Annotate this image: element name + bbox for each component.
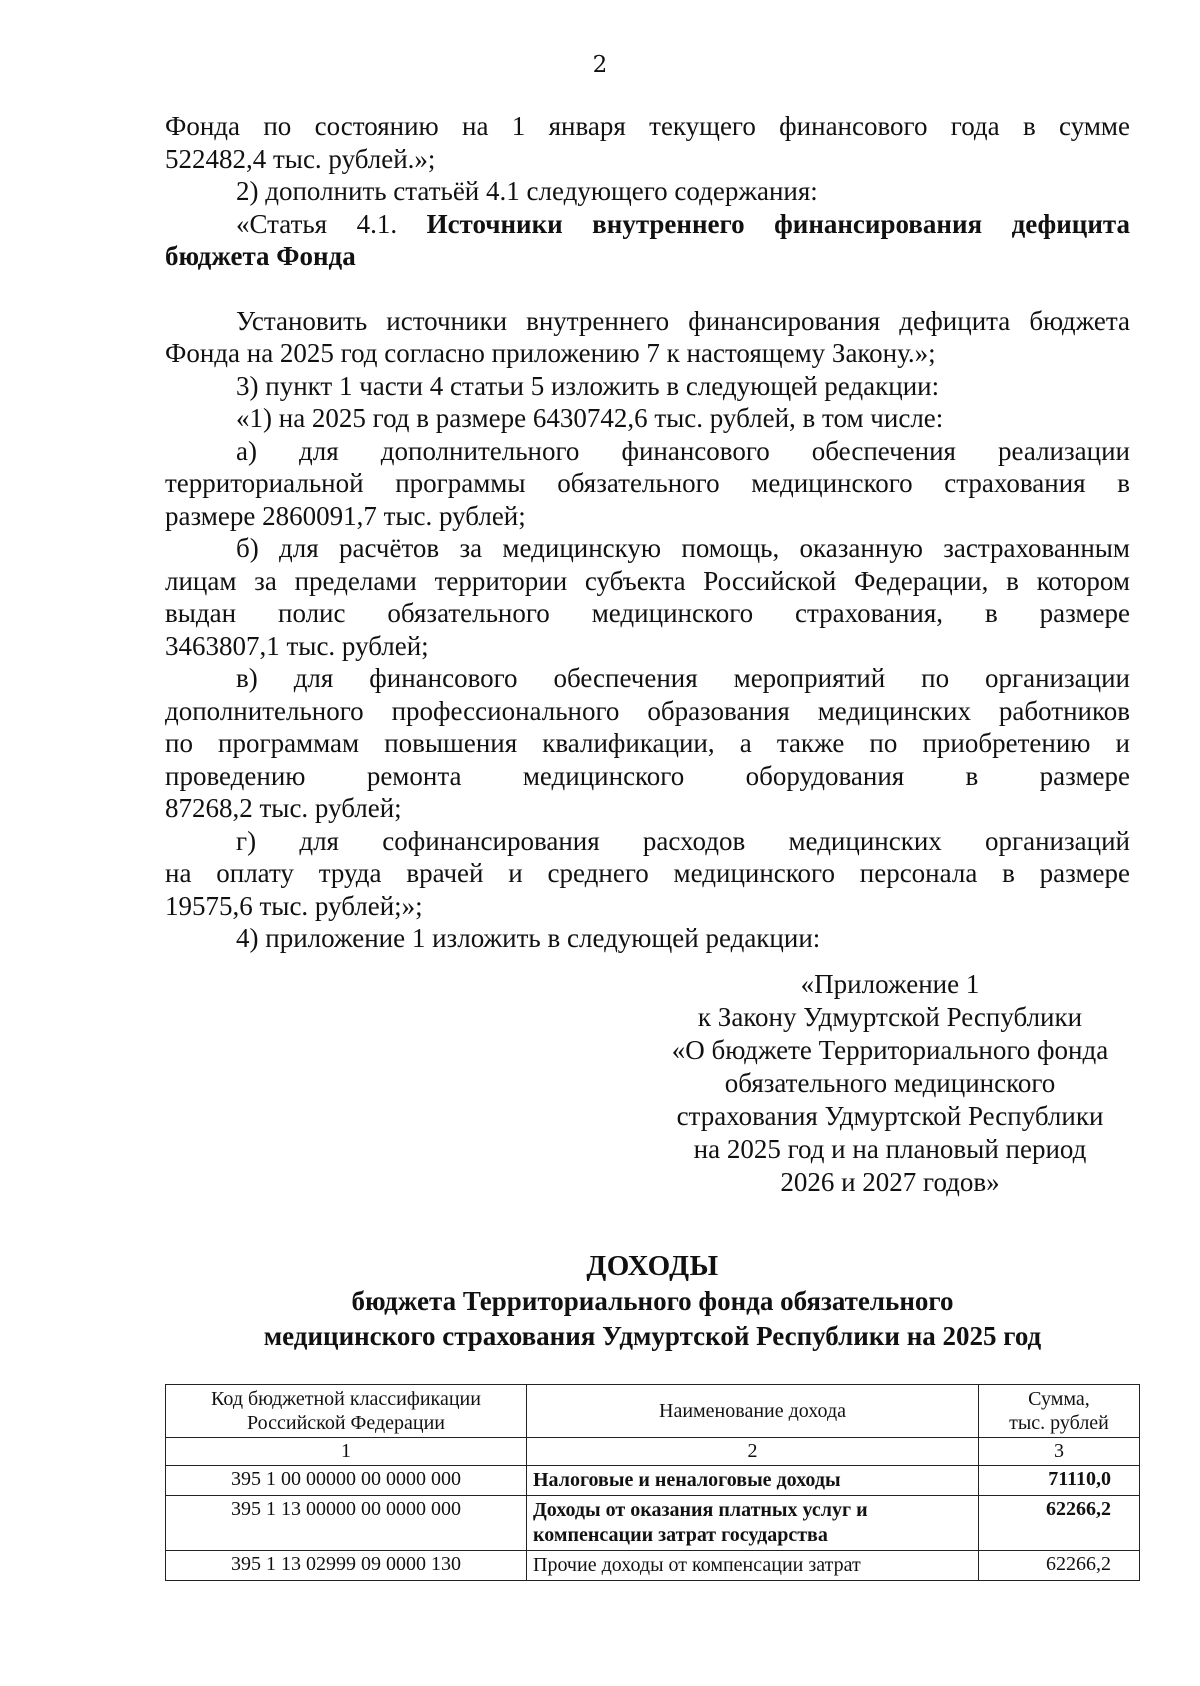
table-header-row: [166, 1385, 1140, 1438]
subitem-b-line: 3463807,1 тыс. рублей;: [165, 630, 429, 661]
row-name-line: Доходы от оказания платных услуг и: [533, 1499, 868, 1521]
table-row: [166, 1466, 1140, 1496]
appendix-line: «О бюджете Территориального фонда: [671, 1035, 1109, 1065]
appendix-reference: [620, 968, 1160, 1199]
subitem-g-line: 19575,6 тыс. рублей;»;: [165, 890, 423, 921]
subitem-b-line: выдан полис обязательного медицинского страхования, в размере: [165, 598, 1130, 628]
paragraph-line: Фонда на 2025 год согласно приложению 7 к настоящему Закону.»;: [165, 338, 936, 368]
subitem-g-line: г) для софинансирования расходов медицинских организаций: [236, 825, 1130, 856]
body-text: [165, 110, 1130, 955]
row-sum: 62266,2: [979, 1551, 1140, 1581]
column-number: 1: [166, 1438, 527, 1466]
article-title: Источники внутреннего финансирования дефицита: [426, 208, 1131, 239]
paragraph-line: Фонда по состоянию на 1 января текущего финансового года в сумме: [165, 111, 1130, 141]
appendix-line: на 2025 год и на плановый период: [693, 1134, 1087, 1164]
article-heading-line: [165, 240, 1130, 273]
paragraph-item-3: 3) пункт 1 части 4 статьи 5 изложить в следующей редакции:: [236, 370, 940, 401]
income-table: [165, 1384, 1140, 1581]
subitem-v-line: по программам повышения квалификации, а также по приобретению и: [165, 728, 1130, 758]
article-heading-line: [165, 208, 1130, 241]
row-name: [527, 1496, 979, 1551]
table-row: [166, 1551, 1140, 1581]
row-sum: 71110,0: [979, 1466, 1140, 1496]
subitem-v-line: 87268,2 тыс. рублей;: [165, 793, 402, 823]
row-name: Прочие доходы от компенсации затрат: [527, 1551, 979, 1581]
subitem-b-line: лицам за пределами территории субъекта Российской Федерации, в котором: [165, 565, 1130, 596]
column-number: 3: [979, 1438, 1140, 1466]
paragraph-line: 522482,4 тыс. рублей.»;: [165, 143, 436, 174]
paragraph-item-2: 2) дополнить статьёй 4.1 следующего содержания:: [236, 176, 818, 206]
article-prefix: «Статья 4.1.: [236, 208, 398, 239]
row-code: 395 1 00 00000 00 0000 000: [166, 1466, 527, 1496]
row-sum: 62266,2: [979, 1496, 1140, 1551]
column-number-row: [166, 1438, 1140, 1466]
appendix-line: 2026 и 2027 годов»: [780, 1167, 1000, 1197]
header-name: Наименование дохода: [527, 1385, 979, 1438]
article-title-cont: бюджета Фонда: [165, 241, 356, 271]
row-name-line: компенсации затрат государства: [533, 1524, 828, 1546]
title-sub: бюджета Территориального фонда обязательного: [351, 1286, 954, 1316]
title-main: ДОХОДЫ: [586, 1250, 719, 1282]
subitem-g-line: на оплату труда врачей и среднего медицинского персонала в размере: [165, 858, 1130, 888]
appendix-line: к Закону Удмуртской Республики: [697, 1002, 1083, 1032]
appendix-line: обязательного медицинского: [724, 1068, 1056, 1098]
header-code-line: Российской Федерации: [246, 1412, 446, 1434]
page-number: 2: [592, 52, 608, 78]
subitem-a-line: размере 2860091,7 тыс. рублей;: [165, 500, 526, 531]
row-code: 395 1 13 02999 09 0000 130: [166, 1551, 527, 1581]
column-number: 2: [527, 1438, 979, 1466]
subitem-a-line: а) для дополнительного финансового обеспечения реализации: [236, 435, 1130, 466]
subitem-a-line: территориальной программы обязательного медицинского страхования в: [165, 468, 1130, 498]
table-row: [166, 1496, 1140, 1551]
appendix-line: страхования Удмуртской Республики: [676, 1101, 1104, 1131]
header-sum-line: Сумма,: [1028, 1388, 1090, 1410]
paragraph-line: «1) на 2025 год в размере 6430742,6 тыс. рублей, в том числе:: [236, 403, 944, 433]
paragraph-item-4: 4) приложение 1 изложить в следующей редакции:: [236, 923, 821, 953]
section-title: [165, 1248, 1140, 1354]
subitem-v-line: в) для финансового обеспечения мероприятий по организации: [236, 663, 1130, 693]
row-name: Налоговые и неналоговые доходы: [527, 1466, 979, 1496]
row-code: 395 1 13 00000 00 0000 000: [166, 1496, 527, 1551]
subitem-v-line: проведению ремонта медицинского оборудования в размере: [165, 760, 1130, 791]
paragraph-line: Установить источники внутреннего финансирования дефицита бюджета: [236, 305, 1130, 336]
subitem-v-line: дополнительного профессионального образования медицинских работников: [165, 695, 1130, 726]
title-sub: медицинского страхования Удмуртской Республики на 2025 год: [263, 1321, 1042, 1351]
header-sum-line: тыс. рублей: [1009, 1412, 1109, 1434]
appendix-line: «Приложение 1: [800, 969, 980, 999]
header-code-line: Код бюджетной классификации: [211, 1388, 481, 1410]
header-code: [166, 1385, 527, 1438]
subitem-b-line: б) для расчётов за медицинскую помощь, оказанную застрахованным: [236, 533, 1130, 563]
header-sum: [979, 1385, 1140, 1438]
